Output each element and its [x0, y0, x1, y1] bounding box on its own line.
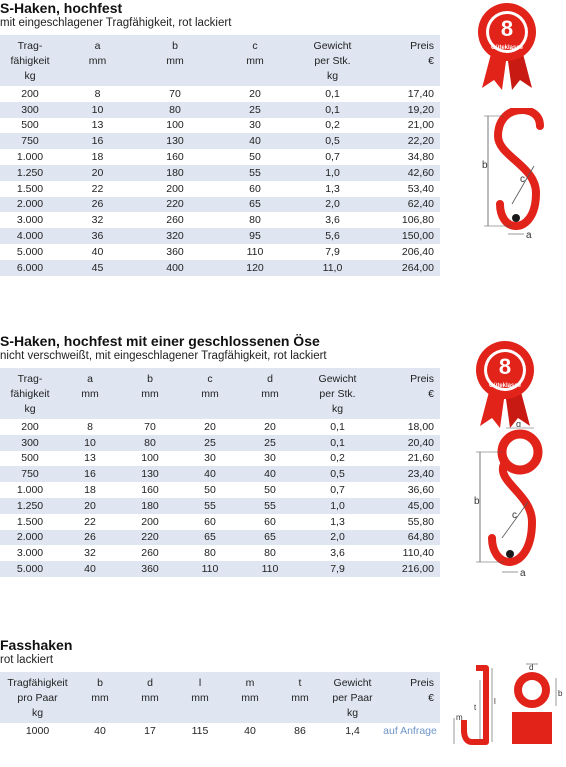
table-cell: 25 [215, 102, 295, 118]
header-line: mm [241, 692, 259, 704]
header-line: € [428, 55, 434, 67]
table-cell: 10 [60, 435, 120, 451]
header-line: Gewicht [333, 677, 372, 689]
table-cell: 26 [60, 197, 135, 213]
header-line: fähigkeit [10, 388, 50, 400]
table-cell: 26 [60, 530, 120, 546]
dim-label-d: d [529, 663, 534, 672]
table-cell: 10 [60, 102, 135, 118]
table-cell: 300 [0, 435, 60, 451]
table-cell: 70 [169, 87, 181, 100]
table-cell: 360 [120, 561, 180, 577]
table-cell: 64,80 [375, 530, 440, 546]
table-row [0, 244, 440, 260]
table-cell: 18 [91, 151, 104, 164]
header-line: Trag- [17, 40, 43, 52]
section-subtitle: mit eingeschlagener Tragfähigkeit, rot lackiert [0, 17, 232, 29]
table-cell: 17 [144, 724, 156, 737]
column-header [120, 368, 180, 419]
table-cell: 8 [94, 87, 101, 100]
table-cell: 260 [166, 214, 184, 227]
table-cell: 30 [249, 119, 261, 132]
header-line: Preis [410, 677, 434, 689]
header-line: b [147, 373, 153, 385]
table-cell: 60 [264, 515, 276, 528]
table-cell: 7,9 [325, 245, 340, 258]
table-cell: 3,6 [325, 214, 340, 227]
table-cell: 62,40 [370, 197, 440, 213]
table-cell: 55 [240, 498, 300, 514]
table-cell: 11,0 [295, 260, 370, 276]
table-cell: 65 [180, 530, 240, 546]
table-cell: 320 [135, 228, 215, 244]
table-cell: 100 [166, 119, 184, 132]
table-cell: 0,2 [330, 452, 345, 465]
header-line: Gewicht [313, 40, 352, 52]
header-line: per Paar [332, 692, 373, 704]
table-cell: 1,3 [325, 182, 340, 195]
section-s-haken-oese [0, 333, 440, 577]
table-cell: 50 [264, 484, 276, 497]
table-cell: 2,0 [300, 530, 375, 546]
badge-text: Güteklasse [490, 45, 524, 51]
gueteklasse-badge [470, 340, 540, 433]
dim-label-m: m [456, 713, 463, 722]
dim-label-b: b [474, 496, 480, 507]
table-cell: 115 [191, 724, 209, 737]
table-cell: 500 [21, 119, 39, 132]
header-line: € [428, 692, 434, 704]
table-cell: 1.500 [16, 515, 44, 528]
table-header-row [0, 368, 440, 419]
table-cell: 300 [0, 102, 60, 118]
table-cell: 360 [166, 245, 184, 258]
table-cell: 50 [249, 151, 261, 164]
table-cell: 0,1 [325, 87, 340, 100]
column-header [175, 672, 225, 723]
table-row [0, 514, 440, 530]
table-cell: 13 [91, 119, 104, 132]
table-cell: 160 [141, 484, 159, 497]
column-header [215, 35, 295, 86]
dim-label-c: c [520, 174, 525, 185]
table-cell: 40 [215, 133, 295, 149]
table-cell: 750 [0, 133, 60, 149]
table-cell: 45,00 [375, 498, 440, 514]
header-line: per Stk. [314, 55, 351, 67]
table-cell: 180 [135, 165, 215, 181]
table-cell: 25 [240, 435, 300, 451]
table-row [0, 212, 440, 228]
dim-label-d: d [516, 422, 522, 429]
table-cell: 55 [180, 498, 240, 514]
s-hook-eye-diagram [470, 422, 560, 587]
column-header [135, 35, 215, 86]
table-cell: 2,0 [295, 197, 370, 213]
table-cell: 36 [60, 228, 135, 244]
table-cell: 32 [91, 214, 104, 227]
header-line [277, 706, 323, 721]
table-cell: 40 [244, 724, 256, 737]
section-subtitle: nicht verschweißt, mit eingeschlagener Tragfähigkeit, rot lackiert [0, 350, 327, 362]
table-cell: 4.000 [0, 228, 60, 244]
table-cell: 18 [84, 484, 96, 497]
header-line: a [87, 373, 93, 385]
table-row [0, 466, 440, 482]
product-table [0, 368, 440, 577]
table-cell: 1,3 [330, 515, 345, 528]
column-header [225, 672, 275, 723]
header-line [77, 706, 123, 721]
header-line: c [207, 373, 213, 385]
column-header [0, 672, 75, 723]
table-cell: 260 [141, 547, 159, 560]
table-cell: 0,7 [330, 484, 345, 497]
table-cell: 40 [240, 466, 300, 482]
table-row [0, 133, 440, 149]
table-cell: 32 [84, 547, 96, 560]
table-header-row [0, 35, 440, 86]
table-cell: 53,40 [407, 182, 434, 195]
table-cell: 216,00 [375, 561, 440, 577]
table-cell: 400 [135, 260, 215, 276]
header-line: mm [291, 692, 309, 704]
table-cell: 0,7 [325, 151, 340, 164]
column-header [240, 368, 300, 419]
header-line [377, 402, 434, 417]
product-table [0, 672, 440, 739]
column-header [0, 368, 60, 419]
header-line [122, 402, 178, 417]
column-header [125, 672, 175, 723]
dim-label-t: t [474, 703, 477, 712]
table-cell: 200 [21, 420, 39, 433]
product-table [0, 35, 440, 276]
header-line: € [428, 388, 434, 400]
table-cell: 55 [215, 165, 295, 181]
header-line: mm [88, 55, 107, 67]
header-line: kg [346, 707, 359, 719]
section-s-haken-hochfest [0, 0, 440, 276]
badge-number: 8 [500, 16, 514, 41]
header-line [382, 706, 434, 721]
header-line: mm [201, 388, 219, 400]
table-cell: 80 [249, 214, 261, 227]
dim-label-a: a [526, 230, 532, 241]
table-cell: 200 [166, 182, 184, 195]
column-header [380, 672, 440, 723]
fasshaken-diagram [446, 660, 564, 765]
table-cell: 150,00 [370, 228, 440, 244]
header-line: fähigkeit [10, 55, 50, 67]
table-row [0, 181, 440, 197]
table-cell: 160 [166, 151, 184, 164]
table-cell: 20 [264, 420, 276, 433]
header-line: mm [141, 388, 159, 400]
table-cell: 34,80 [407, 151, 434, 164]
table-row [0, 723, 440, 739]
table-cell: 25 [180, 435, 240, 451]
table-row [0, 118, 440, 134]
header-line [217, 69, 293, 84]
table-cell: 70 [144, 420, 156, 433]
column-header [325, 672, 380, 723]
table-cell: 0,1 [295, 102, 370, 118]
section-title: Fasshaken [0, 637, 73, 653]
s-hook-diagram [478, 108, 563, 248]
table-cell: 21,60 [407, 452, 434, 465]
table-cell: 42,60 [370, 165, 440, 181]
section-title: S-Haken, hochfest [0, 0, 123, 16]
table-row [0, 102, 440, 118]
column-header [295, 35, 370, 86]
table-cell: 220 [120, 530, 180, 546]
header-line: mm [91, 692, 109, 704]
table-cell: 1,4 [345, 724, 360, 737]
table-cell: 1.000 [16, 151, 44, 164]
table-cell: 22 [91, 182, 104, 195]
table-cell: auf Anfrage [383, 724, 437, 737]
table-cell: 0,1 [330, 420, 345, 433]
table-cell: 1000 [25, 724, 50, 737]
table-cell: 30 [204, 452, 216, 465]
column-header [370, 35, 440, 86]
header-line: a [94, 40, 101, 52]
table-cell: 120 [215, 260, 295, 276]
table-cell: 750 [0, 466, 60, 482]
dim-label-b: b [558, 689, 563, 698]
dim-label-b: b [482, 160, 488, 171]
table-row [0, 228, 440, 244]
column-header [300, 368, 375, 419]
table-cell: 3,6 [330, 547, 345, 560]
table-row [0, 435, 440, 451]
header-line: l [198, 677, 202, 689]
table-cell: 1.500 [16, 182, 44, 195]
table-cell: 264,00 [370, 260, 440, 276]
table-row [0, 419, 440, 435]
table-cell: 110 [180, 561, 240, 577]
table-row [0, 197, 440, 213]
table-cell: 19,20 [370, 102, 440, 118]
badge-number: 8 [498, 354, 512, 379]
header-line: d [267, 373, 273, 385]
table-cell: 20 [204, 420, 216, 433]
table-cell: 80 [264, 547, 276, 560]
table-cell: 22,20 [370, 133, 440, 149]
section-subtitle: rot lackiert [0, 654, 54, 666]
dim-label-a: a [520, 568, 526, 579]
header-line: mm [191, 692, 209, 704]
header-line [242, 402, 298, 417]
table-row [0, 545, 440, 561]
header-line: kg [331, 403, 344, 415]
table-row [0, 451, 440, 467]
header-line: mm [261, 388, 279, 400]
table-cell: 21,00 [407, 119, 434, 132]
header-line: m [245, 677, 255, 689]
table-cell: 55,80 [407, 515, 434, 528]
dim-label-c: c [512, 510, 517, 521]
header-line: b [97, 677, 103, 689]
table-cell: 80 [135, 102, 215, 118]
table-row [0, 165, 440, 181]
table-cell: 100 [141, 452, 159, 465]
table-cell: 110,40 [402, 547, 434, 560]
table-cell: 40 [94, 724, 106, 737]
table-row [0, 561, 440, 577]
table-cell: 1,0 [300, 498, 375, 514]
table-cell: 220 [135, 197, 215, 213]
table-cell: 60 [204, 515, 216, 528]
section-fasshaken [0, 637, 440, 739]
table-cell: 20 [60, 165, 135, 181]
table-cell: 60 [249, 182, 261, 195]
table-cell: 45 [60, 260, 135, 276]
header-line: mm [246, 55, 264, 67]
header-line: mm [166, 55, 184, 67]
header-line: Trag- [17, 373, 43, 385]
column-header [60, 35, 135, 86]
table-cell: 0,5 [300, 466, 375, 482]
table-cell: 20,40 [375, 435, 440, 451]
table-cell: 6.000 [0, 260, 60, 276]
table-cell: 86 [294, 724, 306, 737]
table-cell: 20 [60, 498, 120, 514]
table-cell: 16 [60, 466, 120, 482]
column-header [60, 368, 120, 419]
table-cell: 7,9 [300, 561, 375, 577]
header-line: kg [24, 403, 36, 415]
table-cell: 0,5 [295, 133, 370, 149]
table-cell: 1.250 [0, 498, 60, 514]
table-cell: 80 [120, 435, 180, 451]
table-cell: 180 [120, 498, 180, 514]
table-cell: 130 [120, 466, 180, 482]
table-cell: 17,40 [407, 87, 434, 100]
header-line: Tragfähigkeit [7, 677, 68, 689]
table-cell: 0,2 [325, 119, 340, 132]
table-cell: 2.000 [0, 197, 60, 213]
section-title: S-Haken, hochfest mit einer geschlossenen Öse [0, 333, 320, 349]
column-header [375, 368, 440, 419]
table-cell: 20 [249, 87, 261, 100]
table-cell: 80 [204, 547, 216, 560]
header-line: b [172, 40, 178, 52]
table-cell: 40 [60, 561, 120, 577]
header-line: kg [31, 707, 44, 719]
table-cell: 106,80 [401, 214, 434, 227]
table-cell: 1,0 [295, 165, 370, 181]
header-line [227, 706, 273, 721]
table-cell: 16 [60, 133, 135, 149]
table-cell: 65 [215, 197, 295, 213]
header-line: kg [326, 70, 339, 82]
table-cell: 65 [240, 530, 300, 546]
header-line: mm [81, 388, 99, 400]
table-cell: 30 [264, 452, 276, 465]
table-row [0, 530, 440, 546]
table-cell: 130 [135, 133, 215, 149]
table-row [0, 86, 440, 102]
dim-label-l: l [494, 697, 496, 706]
header-line [177, 706, 223, 721]
table-cell: 5,6 [295, 228, 370, 244]
header-line [137, 69, 213, 84]
header-line [372, 69, 434, 84]
table-cell: 5.000 [16, 245, 44, 258]
table-cell: 5.000 [0, 561, 60, 577]
table-cell: 36,60 [407, 484, 434, 497]
table-cell: 200 [21, 87, 39, 100]
table-cell: 500 [21, 452, 39, 465]
table-cell: 40 [180, 466, 240, 482]
header-line [62, 69, 133, 84]
table-cell: 2.000 [0, 530, 60, 546]
table-cell: 95 [215, 228, 295, 244]
column-header [180, 368, 240, 419]
table-row [0, 498, 440, 514]
table-cell: 1.250 [0, 165, 60, 181]
table-cell: 110 [246, 245, 264, 258]
table-cell: 3.000 [16, 547, 44, 560]
table-cell: 40 [91, 245, 104, 258]
table-cell: 50 [204, 484, 216, 497]
table-header-row [0, 672, 440, 723]
table-row [0, 260, 440, 276]
header-line: per Stk. [319, 388, 356, 400]
table-cell: 110 [240, 561, 300, 577]
header-line: Preis [410, 373, 434, 385]
table-row [0, 149, 440, 165]
table-cell: 8 [87, 420, 93, 433]
header-line [182, 402, 238, 417]
header-line: t [298, 677, 302, 689]
table-cell: 13 [84, 452, 96, 465]
gueteklasse-badge [472, 2, 542, 95]
column-header [275, 672, 325, 723]
table-cell: 3.000 [16, 214, 44, 227]
column-header [75, 672, 125, 723]
header-line: mm [141, 692, 159, 704]
header-line: c [252, 40, 258, 52]
header-line: Gewicht [318, 373, 357, 385]
table-row [0, 482, 440, 498]
table-cell: 18,00 [407, 420, 434, 433]
header-line: kg [24, 70, 36, 82]
header-line: Preis [410, 40, 434, 52]
header-line: pro Paar [17, 692, 58, 704]
header-line: d [147, 677, 153, 689]
column-header [0, 35, 60, 86]
table-cell: 206,40 [401, 245, 434, 258]
badge-text: Güteklasse [488, 383, 522, 389]
table-cell: 22 [84, 515, 96, 528]
header-line [127, 706, 173, 721]
header-line [62, 402, 118, 417]
table-cell: 1.000 [16, 484, 44, 497]
table-cell: 23,40 [375, 466, 440, 482]
table-cell: 0,1 [300, 435, 375, 451]
table-cell: 200 [141, 515, 159, 528]
